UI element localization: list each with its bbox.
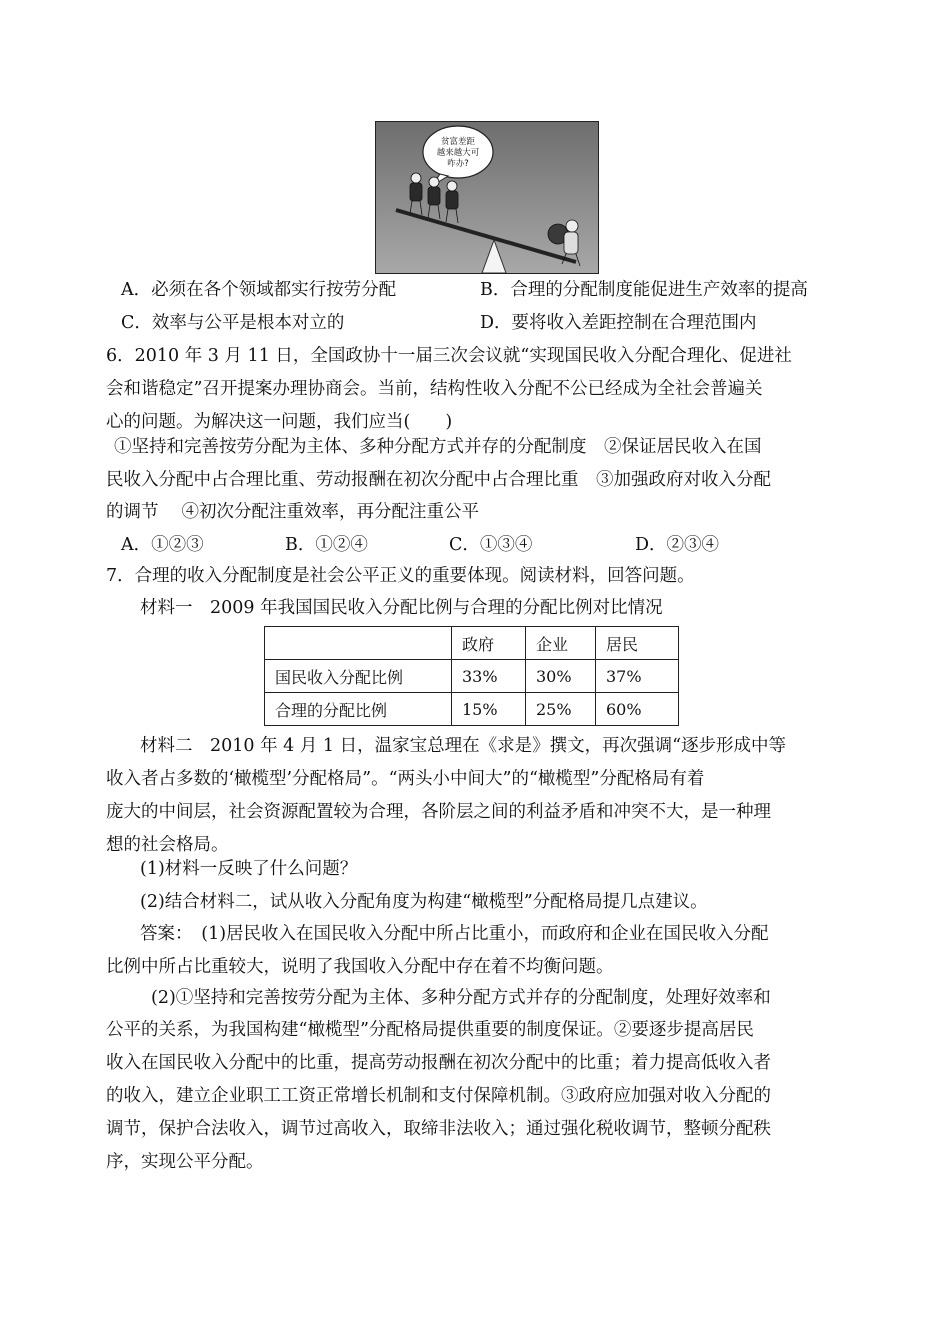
q7-stem: 7．合理的收入分配制度是社会公平正义的重要体现。阅读材料，回答问题。 bbox=[106, 566, 695, 586]
material2-line-2: 收入者占多数的‘橄榄型’分配格局”。“两头小中间大”的“橄榄型”分配格局有着 bbox=[106, 769, 705, 789]
cartoon-image bbox=[375, 121, 599, 274]
q5-option-a: A．必须在各个领域都实行按劳分配 bbox=[121, 280, 397, 300]
answer2-line-6: 序，实现公平分配。 bbox=[106, 1152, 264, 1172]
q6-option-d: D．②③④ bbox=[635, 535, 720, 555]
sub-question-1: (1)材料一反映了什么问题？ bbox=[140, 859, 358, 879]
table-cell: 37% bbox=[596, 660, 679, 693]
table-cell: 33% bbox=[452, 660, 526, 693]
table-header-cell: 政府 bbox=[452, 627, 526, 660]
q6-stem-line-1: 6．2010 年 3 月 11 日，全国政协十一届三次会议就“实现国民收入分配合理化、促进社 bbox=[106, 346, 792, 366]
material2-line-3: 庞大的中间层，社会资源配置较为合理，各阶层之间的利益矛盾和冲突不大，是一种理 bbox=[106, 802, 771, 822]
material2-line-1: 材料二 2010 年 4 月 1 日，温家宝总理在《求是》撰文，再次强调“逐步形成中等 bbox=[140, 736, 787, 756]
material1-title: 材料一 2009 年我国国民收入分配比例与合理的分配比例对比情况 bbox=[140, 598, 663, 618]
answer2-line-4: 的收入，建立企业职工工资正常增长机制和支付保障机制。③政府应加强对收入分配的 bbox=[106, 1086, 771, 1106]
answer1-line-1: 答案： (1)居民收入在国民收入分配中所占比重小，而政府和企业在国民收入分配 bbox=[140, 924, 769, 944]
q5-option-d: D．要将收入差距控制在合理范围内 bbox=[480, 313, 757, 333]
speech-line-2: 越来越大可 bbox=[436, 148, 480, 158]
answer1-line-2: 比例中所占比重较大，说明了我国收入分配中存在着不均衡问题。 bbox=[106, 957, 614, 977]
q6-option-c: C．①③④ bbox=[449, 535, 533, 555]
table-row bbox=[265, 693, 679, 726]
q5-option-c: C．效率与公平是根本对立的 bbox=[121, 313, 345, 333]
speech-line-3: 咋办? bbox=[447, 159, 469, 169]
answer2-line-1: (2)①坚持和完善按劳分配为主体、多种分配方式并存的分配制度，处理好效率和 bbox=[151, 988, 771, 1008]
table-cell: 25% bbox=[526, 693, 596, 726]
q5-option-b: B．合理的分配制度能促进生产效率的提高 bbox=[480, 280, 808, 300]
table-header-cell: 企业 bbox=[526, 627, 596, 660]
table-cell: 15% bbox=[452, 693, 526, 726]
answer2-line-5: 调节，保护合法收入，调节过高收入，取缔非法收入；通过强化税收调节，整顿分配秩 bbox=[106, 1119, 771, 1139]
table-cell: 合理的分配比例 bbox=[265, 693, 452, 726]
speech-line-1: 贫富差距 bbox=[440, 137, 476, 147]
material2-line-4: 想的社会格局。 bbox=[106, 835, 229, 855]
table-header-cell: 居民 bbox=[596, 627, 679, 660]
table-header-row bbox=[265, 627, 679, 660]
table-cell: 30% bbox=[526, 660, 596, 693]
table-row bbox=[265, 660, 679, 693]
answer2-line-3: 收入在国民收入分配中的比重，提高劳动报酬在初次分配中的比重；着力提高低收入者 bbox=[106, 1053, 771, 1073]
q6-items-line-1: ①坚持和完善按劳分配为主体、多种分配方式并存的分配制度 ②保证居民收入在国 bbox=[114, 437, 762, 457]
distribution-table bbox=[264, 626, 679, 726]
answer2-line-2: 公平的关系，为我国构建“橄榄型”分配格局提供重要的制度保证。②要逐步提高居民 bbox=[106, 1020, 754, 1040]
seesaw-cartoon bbox=[376, 122, 598, 273]
table-cell: 60% bbox=[596, 693, 679, 726]
q6-option-a: A．①②③ bbox=[121, 535, 204, 555]
q6-items-line-3: 的调节 ④初次分配注重效率，再分配注重公平 bbox=[106, 502, 480, 522]
sub-question-2: (2)结合材料二，试从收入分配角度为构建“橄榄型”分配格局提几点建议。 bbox=[140, 892, 708, 912]
table-cell: 国民收入分配比例 bbox=[265, 660, 452, 693]
q6-option-b: B．①②④ bbox=[285, 535, 368, 555]
q6-items-line-2: 民收入分配中占合理比重、劳动报酬在初次分配中占合理比重 ③加强政府对收入分配 bbox=[106, 470, 771, 490]
q6-stem-line-2: 会和谐稳定”召开提案办理协商会。当前，结构性收入分配不公已经成为全社会普遍关 bbox=[106, 379, 763, 399]
q6-stem-line-3: 心的问题。为解决这一问题，我们应当( ) bbox=[106, 412, 453, 432]
table-header-cell bbox=[265, 627, 452, 660]
